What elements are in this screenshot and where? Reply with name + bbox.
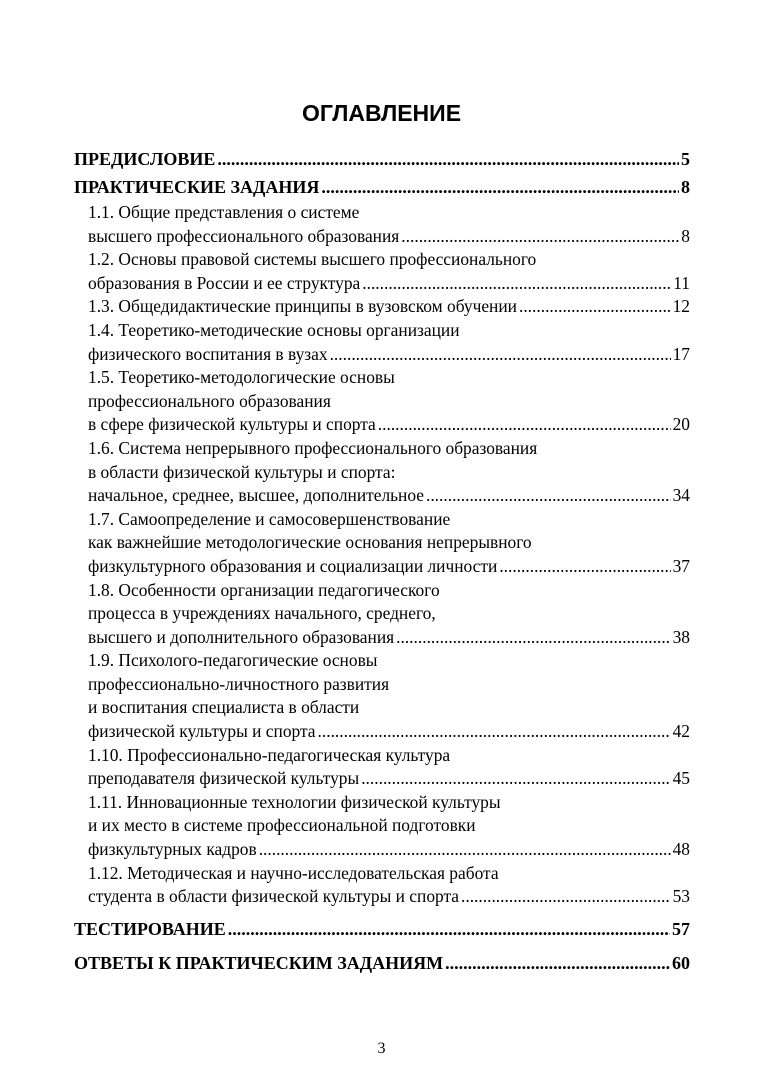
toc-page-number: 60 — [672, 952, 690, 973]
toc-subsection-line: и воспитания специалиста в области — [88, 697, 360, 718]
toc-subsection-line: 1.5. Теоретико-методологические основы — [88, 367, 395, 388]
dot-leader — [321, 173, 679, 201]
dot-leader — [330, 343, 671, 367]
toc-entry-title: преподавателя физической культуры — [88, 768, 360, 789]
toc-subsection-entry[interactable] — [88, 248, 690, 295]
toc-subsection-line: 1.6. Система непрерывного профессионального образования — [88, 437, 538, 458]
toc-subsection-entry[interactable] — [88, 366, 690, 437]
toc-entry-testing[interactable] — [74, 915, 690, 943]
toc-entry-title: студента в области физической культуры и спорта — [88, 886, 460, 907]
toc-entry-title: образования в России и ее структура — [88, 272, 361, 293]
toc-page-number: 57 — [672, 918, 690, 939]
toc-page-number: 37 — [672, 555, 690, 576]
toc-subsection-entry[interactable] — [88, 744, 690, 791]
dot-leader — [318, 720, 671, 744]
toc-subsection-line: 1.10. Профессионально-педагогическая культура — [88, 744, 451, 765]
toc-subsection-line: и их место в системе профессиональной подготовки — [88, 815, 476, 836]
toc-subsection-line — [88, 484, 690, 508]
toc-page-number: 34 — [672, 485, 690, 506]
toc-entry-title: ПРАКТИЧЕСКИЕ ЗАДАНИЯ — [74, 177, 320, 197]
toc-subsection-line: процесса в учреждениях начального, среднего, — [88, 603, 436, 624]
toc-subsection-line: 1.2. Основы правовой системы высшего профессионального — [88, 249, 537, 270]
toc-page-number: 17 — [672, 343, 690, 364]
toc-page-number: 48 — [672, 839, 690, 860]
toc-subsection-line — [88, 225, 690, 249]
toc-subsection-line: 1.7. Самоопределение и самосовершенствование — [88, 508, 451, 529]
toc-page-number: 20 — [672, 414, 690, 435]
toc-page-number: 45 — [672, 768, 690, 789]
dot-leader — [396, 626, 670, 650]
toc-page-number: 12 — [672, 296, 690, 317]
dot-leader — [228, 915, 670, 943]
toc-subsection-line: в области физической культуры и спорта: — [88, 461, 396, 482]
toc-subsection-entry[interactable] — [88, 508, 690, 579]
toc-subsection-line — [88, 555, 690, 579]
toc-subsection-line: 1.9. Психолого-педагогические основы — [88, 650, 378, 671]
toc-page-number: 38 — [672, 626, 690, 647]
toc-subsection-line — [88, 272, 690, 296]
toc-entry-title: ТЕСТИРОВАНИЕ — [74, 918, 226, 939]
toc-subsection-line: 1.4. Теоретико-методические основы организации — [88, 319, 460, 340]
toc-subsection-line: профессионально-личностного развития — [88, 673, 390, 694]
toc-entry-title: начальное, среднее, высшее, дополнительное — [88, 485, 424, 506]
toc-subsection-entry[interactable] — [88, 201, 690, 248]
dot-leader — [519, 295, 671, 319]
toc-subsection-line — [88, 885, 690, 909]
toc-page-number: 11 — [673, 272, 690, 293]
toc-subsection-line — [88, 343, 690, 367]
toc-entry-practical[interactable] — [74, 173, 690, 201]
toc-entry-title: физкультурных кадров — [88, 839, 257, 860]
page-number: 3 — [377, 1040, 386, 1057]
toc-entry-title: в сфере физической культуры и спорта — [88, 414, 376, 435]
toc-page-number: 8 — [681, 225, 690, 246]
toc-entry-title: физкультурного образования и социализации личности — [88, 555, 498, 576]
toc-subsection-line — [88, 767, 690, 791]
toc-subsection-entry[interactable] — [88, 319, 690, 366]
toc-entry-title: физической культуры и спорта — [88, 721, 316, 742]
toc-subsection-line — [88, 413, 690, 437]
toc-subsection-line — [88, 720, 690, 744]
dot-leader — [426, 484, 671, 508]
toc-subsection-line: профессионального образования — [88, 390, 331, 411]
toc-subsection-entry[interactable] — [88, 862, 690, 909]
toc-entry-title: ПРЕДИСЛОВИЕ — [74, 149, 216, 169]
toc-entry-answers[interactable] — [74, 949, 690, 977]
toc-entry-preface[interactable] — [74, 145, 690, 173]
toc-subsection-entry[interactable] — [88, 649, 690, 743]
toc-page-number: 8 — [681, 177, 690, 197]
toc-subsection-line: 1.8. Особенности организации педагогического — [88, 579, 440, 600]
toc-subsections — [74, 201, 690, 909]
toc-subsection-entry[interactable] — [88, 437, 690, 508]
dot-leader — [445, 949, 670, 977]
toc-subsection-entry[interactable] — [88, 295, 690, 319]
toc-entry-title: ОТВЕТЫ К ПРАКТИЧЕСКИМ ЗАДАНИЯМ — [74, 952, 444, 973]
table-of-contents — [74, 145, 690, 977]
dot-leader — [401, 225, 679, 249]
toc-entry-title: высшего профессионального образования — [88, 225, 400, 246]
dot-leader — [259, 838, 671, 862]
toc-subsection-entry[interactable] — [88, 791, 690, 862]
toc-subsection-line: 1.12. Методическая и научно-исследовательская работа — [88, 862, 499, 883]
toc-subsection-line: как важнейшие методологические основания непрерывного — [88, 532, 532, 553]
toc-subsection-line — [88, 295, 690, 319]
toc-subsection-line: 1.1. Общие представления о системе — [88, 202, 360, 222]
toc-entry-title: высшего и дополнительного образования — [88, 626, 395, 647]
dot-leader — [461, 885, 671, 909]
toc-subsection-line: 1.11. Инновационные технологии физической культуры — [88, 791, 501, 812]
dot-leader — [362, 272, 671, 296]
dot-leader — [499, 555, 670, 579]
dot-leader — [361, 767, 670, 791]
toc-page-number: 53 — [672, 886, 690, 907]
toc-page-number: 42 — [672, 721, 690, 742]
toc-entry-title: 1.3. Общедидактические принципы в вузовском обучении — [88, 296, 517, 317]
dot-leader — [378, 413, 671, 437]
page-title: ОГЛАВЛЕНИЕ — [301, 100, 462, 126]
toc-page-number: 5 — [681, 149, 690, 169]
toc-subsection-line — [88, 838, 690, 862]
toc-entry-title: физического воспитания в вузах — [88, 343, 328, 364]
dot-leader — [217, 145, 679, 173]
toc-subsection-line — [88, 626, 690, 650]
toc-subsection-entry[interactable] — [88, 579, 690, 650]
